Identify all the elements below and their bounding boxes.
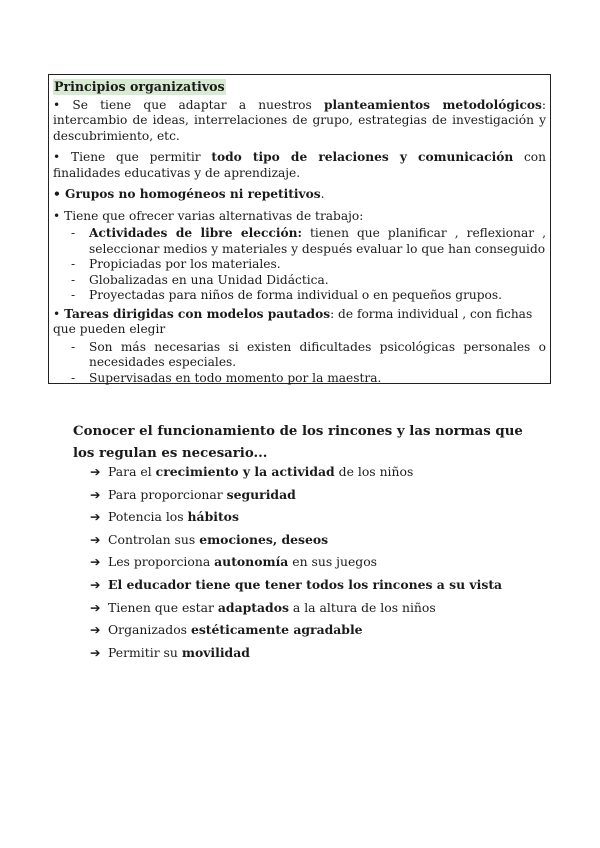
text: Organizados bbox=[108, 622, 191, 638]
bold-text: Actividades de libre elección: bbox=[89, 226, 302, 240]
paragraph-alternativas: • Tiene que ofrecer varias alternativas de trabajo: bbox=[53, 208, 364, 223]
text: en sus juegos bbox=[288, 554, 378, 570]
arrow-right-icon: ➔ bbox=[90, 509, 101, 525]
text: Tienen que estar bbox=[108, 599, 218, 615]
principios-box bbox=[48, 74, 551, 384]
text: : intercambio de ideas, interrelaciones de grupo, estrategias de investigación y descubrimiento, etc. bbox=[53, 97, 546, 143]
box-title: Principios organizativos bbox=[54, 79, 225, 94]
list-item bbox=[90, 532, 502, 555]
bold-text: crecimiento y la actividad bbox=[155, 464, 335, 479]
list-item: - Supervisadas en todo momento por la maestra. bbox=[71, 371, 546, 387]
text: • Se tiene que adaptar a nuestros bbox=[53, 97, 324, 112]
text: • Tiene que permitir bbox=[53, 150, 212, 164]
bold-text: movilidad bbox=[181, 644, 250, 660]
list-item bbox=[90, 645, 502, 668]
paragraph-metodologicos bbox=[53, 98, 546, 145]
bold-text: autonomía bbox=[214, 554, 289, 570]
bold-text: todo tipo de relaciones y comunicación bbox=[211, 150, 514, 164]
text: Para el bbox=[108, 464, 156, 479]
list-item bbox=[90, 509, 502, 532]
text: Propiciadas por los materiales. bbox=[89, 257, 281, 271]
text: Controlan sus bbox=[108, 531, 200, 547]
bold-text: seguridad bbox=[226, 486, 296, 502]
text: • bbox=[53, 306, 65, 321]
arrow-right-icon: ➔ bbox=[90, 486, 101, 502]
paragraph-tareas bbox=[53, 307, 546, 338]
bold-text: hábitos bbox=[187, 509, 239, 525]
text: tienen que planificar , reflexionar , seleccionar medios y materiales y después evaluar lo que han conseguido bbox=[89, 226, 546, 256]
text: . bbox=[320, 187, 325, 201]
section-heading: Conocer el funcionamiento de los rincones y las normas que los regulan es necesario... bbox=[73, 424, 523, 461]
list-item bbox=[71, 226, 546, 257]
arrow-right-icon: ➔ bbox=[90, 464, 101, 479]
arrow-right-icon: ➔ bbox=[90, 599, 101, 615]
bold-text: El educador tiene que tener todos los rincones a su vista bbox=[108, 576, 503, 592]
list-item bbox=[71, 273, 546, 289]
bold-text: Tareas dirigidas con modelos pautados bbox=[64, 306, 331, 321]
text: Permitir su bbox=[108, 644, 182, 660]
bold-text: adaptados bbox=[217, 599, 289, 615]
list-item: - Son más necesarias si existen dificultades psicológicas personales o necesidades especiales. bbox=[71, 340, 546, 371]
text: Les proporciona bbox=[108, 554, 215, 570]
list-item bbox=[90, 487, 502, 510]
arrow-right-icon: ➔ bbox=[90, 554, 101, 570]
text: Proyectadas para niños de forma individual o en pequeños grupos. bbox=[89, 288, 503, 302]
list-item bbox=[90, 622, 502, 645]
text: con finalidades educativas y de aprendizaje. bbox=[53, 150, 546, 180]
arrow-right-icon: ➔ bbox=[90, 576, 101, 592]
list-item bbox=[71, 257, 546, 273]
list-item bbox=[90, 577, 502, 600]
bold-text: estéticamente agradable bbox=[190, 622, 363, 638]
arrow-right-icon: ➔ bbox=[90, 622, 101, 638]
arrow-right-icon: ➔ bbox=[90, 531, 101, 547]
text: Potencia los bbox=[108, 509, 188, 525]
arrow-right-icon: ➔ bbox=[90, 644, 101, 660]
paragraph-grupos bbox=[53, 187, 546, 203]
text: : de forma individual , con fichas que pueden elegir bbox=[53, 306, 533, 336]
text: Para proporcionar bbox=[108, 486, 227, 502]
bold-text: emociones, deseos bbox=[199, 531, 329, 547]
alternativas-list bbox=[53, 226, 546, 304]
list-item bbox=[90, 464, 502, 487]
arrow-list bbox=[90, 464, 502, 667]
list-item bbox=[90, 600, 502, 623]
bold-text: • Grupos no homogéneos ni repetitivos bbox=[53, 187, 321, 201]
tareas-list bbox=[53, 340, 546, 387]
text: de los niños bbox=[334, 464, 414, 479]
list-item bbox=[90, 554, 502, 577]
text: a la altura de los niños bbox=[288, 599, 436, 615]
text: Globalizadas en una Unidad Didáctica. bbox=[89, 272, 329, 287]
paragraph-relaciones bbox=[53, 150, 546, 181]
bold-text: planteamientos metodológicos bbox=[323, 97, 542, 112]
list-item bbox=[71, 288, 546, 304]
